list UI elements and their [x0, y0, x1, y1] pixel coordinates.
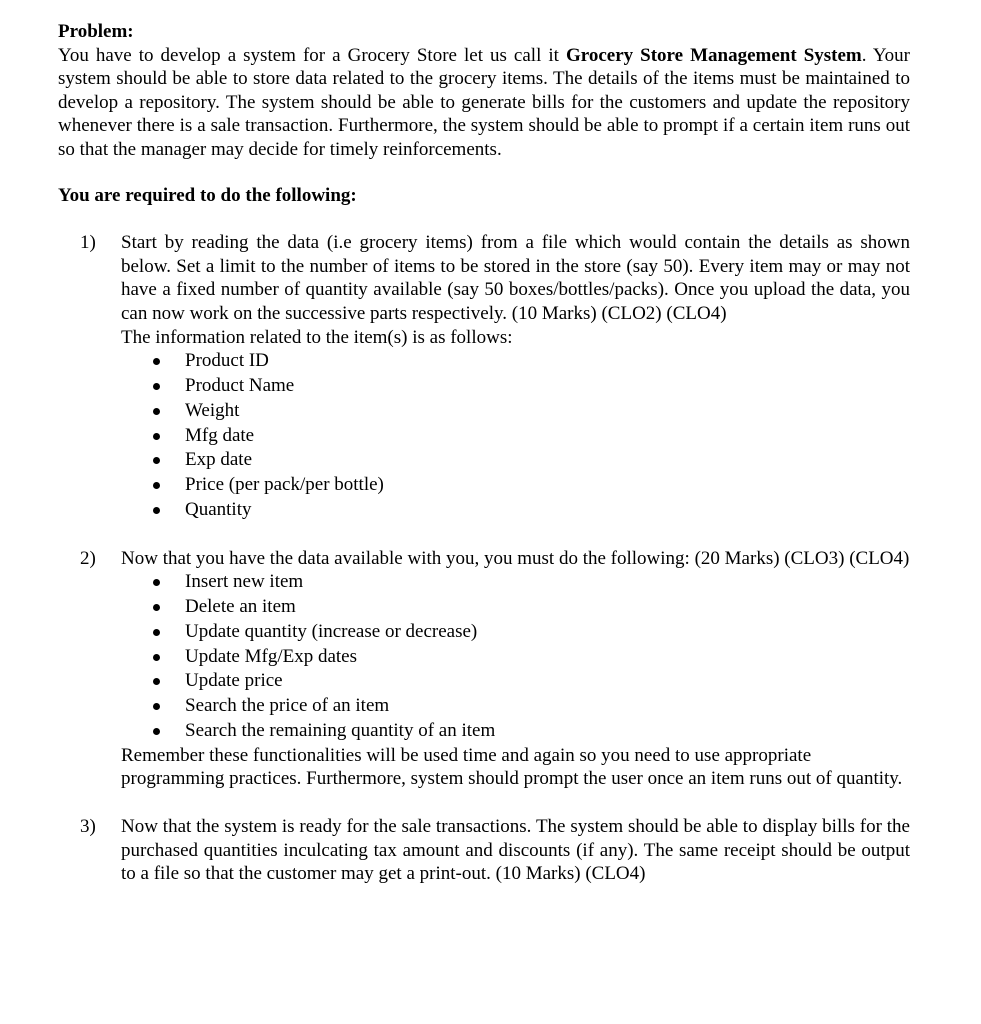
list-item: Weight: [185, 399, 910, 424]
problem-heading: Problem:: [58, 21, 134, 42]
list-item: Insert new item: [185, 570, 910, 595]
task-description: Now that the system is ready for the sale transactions. The system should be able to display bills for the purchased quantities inculcating tax amount and discounts (if any). The same receipt should be output to a file so that the customer may get a print-out. (10 Marks) (CLO4): [121, 816, 910, 885]
list-item: Delete an item: [185, 595, 910, 620]
list-item: Search the price of an item: [185, 694, 910, 719]
list-item: Update price: [185, 669, 910, 694]
problem-intro: [58, 44, 910, 162]
task-note: Remember these functionalities will be used time and again so you need to use appropriate programming practices. Furthermore, system should prompt the user once an item runs out of quantity.: [121, 744, 903, 790]
task-number: 2): [80, 547, 96, 569]
list-item: Product Name: [185, 374, 910, 399]
task-description: Start by reading the data (i.e grocery items) from a file which would contain the details as shown below. Set a limit to the number of items to be stored in the store (say 50). Every item may or may not have a fixed number of quantity available (say 50 boxes/bottles/packs). Once you upload the data, you can now work on the successive parts respectively. (10 Marks) (CLO2) (CLO4): [121, 232, 910, 324]
list-item: Quantity: [185, 498, 910, 523]
requirements-title: You are required to do the following:: [58, 184, 357, 206]
item-fields-list: [121, 349, 910, 523]
list-item: Exp date: [185, 448, 910, 473]
list-item: Product ID: [185, 349, 910, 374]
task-1: [80, 231, 910, 523]
list-item: Search the remaining quantity of an item: [185, 719, 910, 744]
task-2: [80, 547, 910, 791]
list-item: Update quantity (increase or decrease): [185, 620, 910, 645]
system-name: Grocery Store Management System: [565, 44, 862, 66]
task-list-intro: The information related to the item(s) is as follows:: [121, 326, 513, 348]
list-item: Update Mfg/Exp dates: [185, 645, 910, 670]
functionality-list: [121, 570, 910, 744]
intro-text-end: . Your system should be able to store data related to the grocery items. The details of the items must be maintained to develop a repository. The system should be able to generate bills for the customers and update the repository whenever there is a sale transaction. Furthermore, the system should be able to prompt if a certain item runs out so that the manager may decide for timely reinforcements.: [58, 44, 910, 160]
task-number: 1): [80, 232, 96, 254]
task-3: [80, 815, 910, 886]
task-number: 3): [80, 816, 96, 838]
list-item: Price (per pack/per bottle): [185, 473, 910, 498]
document: [58, 20, 910, 886]
list-item: Mfg date: [185, 424, 910, 449]
task-description: Now that you have the data available with you, you must do the following: (20 Marks) (CLO3) (CLO4): [121, 547, 910, 569]
intro-text-start: You have to develop a system for a Grocery Store let us call it: [58, 44, 566, 66]
